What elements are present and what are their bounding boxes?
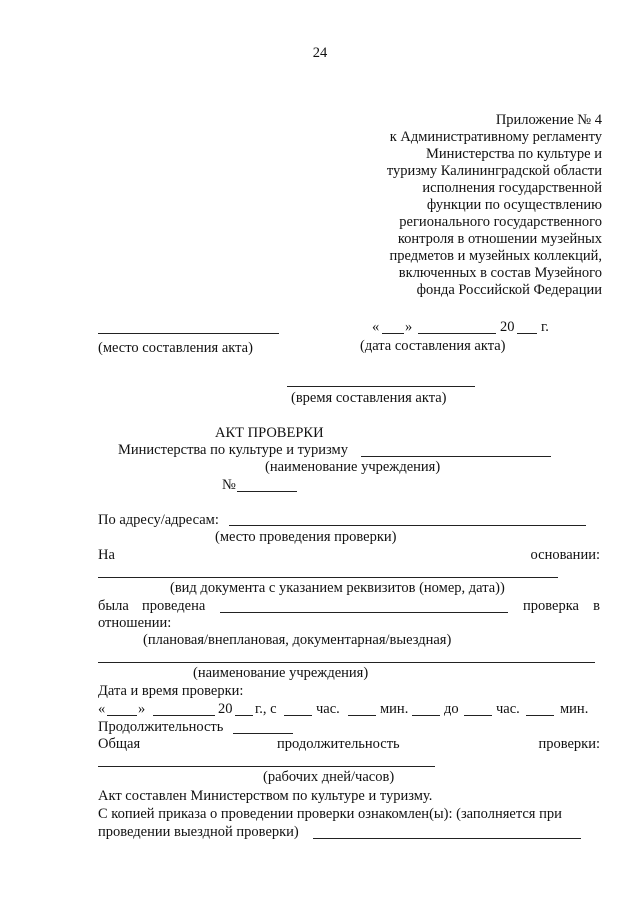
dt-year: 20 (218, 701, 233, 717)
appendix-line: контроля в отношении музейных (397, 231, 602, 247)
ministry-label: Министерства по культуре и туризму (118, 442, 348, 458)
appendix-line: туризму Калининградской области (386, 163, 602, 179)
date-close-quote: » (405, 319, 413, 335)
address-caption: (место проведения проверки) (215, 529, 397, 545)
dt-month-line (153, 715, 215, 716)
dt-year-line (235, 715, 253, 716)
dt-min2: мин. (560, 701, 589, 717)
conducted-word-2: проведена (142, 598, 206, 614)
workdays-caption: (рабочих дней/часов) (263, 769, 395, 785)
document-field-line (98, 577, 558, 578)
date-open-quote: « (372, 319, 380, 335)
place-caption: (место составления акта) (98, 340, 253, 356)
appendix-line: функции по осуществлению (426, 197, 602, 213)
act-title: АКТ ПРОВЕРКИ (215, 425, 324, 441)
dt-hour1: час. (316, 701, 340, 717)
page-number: 24 (312, 45, 328, 61)
compiled-by: Акт составлен Министерством по культуре и туризму. (98, 788, 433, 804)
regarding-label: отношении: (98, 615, 172, 631)
dt-do-line (412, 715, 440, 716)
duration-field-line (233, 733, 293, 734)
appendix-line: Министерства по культуре и (426, 146, 602, 162)
address-field-line (229, 525, 586, 526)
ministry-field-line (361, 456, 551, 457)
place-field-line (98, 333, 279, 334)
basis-left: На (98, 547, 115, 563)
time-caption: (время составления акта) (291, 390, 447, 406)
dt-close-quote: » (138, 701, 146, 717)
acquainted-field-line (313, 838, 581, 839)
date-year-prefix: 20 (500, 319, 515, 335)
dt-hour2: час. (496, 701, 520, 717)
conducted-word-4: в (593, 598, 600, 614)
total-word-3: проверки: (538, 736, 600, 752)
institution-field-line (98, 662, 595, 663)
conducted-field-line (220, 612, 508, 613)
number-field-line (237, 491, 297, 492)
appendix-line: регионального государственного (399, 214, 602, 230)
date-year-line (517, 333, 537, 334)
basis-right: основании: (530, 547, 600, 563)
dt-min1-line (348, 715, 376, 716)
total-field-line (98, 766, 435, 767)
dt-hour2-line (464, 715, 492, 716)
acquainted-line-2: проведении выездной проверки) (98, 824, 299, 840)
dt-hour1-line (284, 715, 312, 716)
check-type-caption: (плановая/внеплановая, документарная/выездная) (143, 632, 452, 648)
total-word-2: продолжительность (277, 736, 400, 752)
datetime-label: Дата и время проверки: (98, 683, 244, 699)
institution-caption-2: (наименование учреждения) (193, 665, 369, 681)
appendix-block (387, 112, 602, 299)
appendix-line: предметов и музейных коллекций, (389, 248, 602, 264)
conducted-word-3: проверка (523, 598, 579, 614)
appendix-line: к Административному регламенту (389, 129, 602, 145)
appendix-line: исполнения государственной (422, 180, 602, 196)
total-word-1: Общая (98, 736, 141, 752)
appendix-line: Приложение № 4 (495, 112, 602, 128)
acquainted-line-1: С копией приказа о проведении проверки ознакомлен(ы): (заполняется при (98, 806, 562, 822)
dt-day-line (107, 715, 137, 716)
time-field-line (287, 386, 475, 387)
dt-min2-line (526, 715, 554, 716)
appendix-line: фонда Российской Федерации (416, 282, 602, 298)
date-caption: (дата составления акта) (360, 338, 506, 354)
duration-label: Продолжительность (98, 719, 224, 735)
date-month-line (418, 333, 496, 334)
dt-min1: мин. (380, 701, 409, 717)
address-label: По адресу/адресам: (98, 512, 219, 528)
dt-do: до (444, 701, 459, 717)
number-label: № (222, 477, 236, 493)
appendix-line: включенных в состав Музейного (398, 265, 602, 281)
institution-caption: (наименование учреждения) (265, 459, 441, 475)
date-year-suffix: г. (541, 319, 549, 335)
date-day-line (382, 333, 404, 334)
document-caption: (вид документа с указанием реквизитов (номер, дата)) (170, 580, 505, 596)
dt-open-quote: « (98, 701, 106, 717)
conducted-word-1: была (98, 598, 129, 614)
dt-g-s: г., с (255, 701, 277, 717)
